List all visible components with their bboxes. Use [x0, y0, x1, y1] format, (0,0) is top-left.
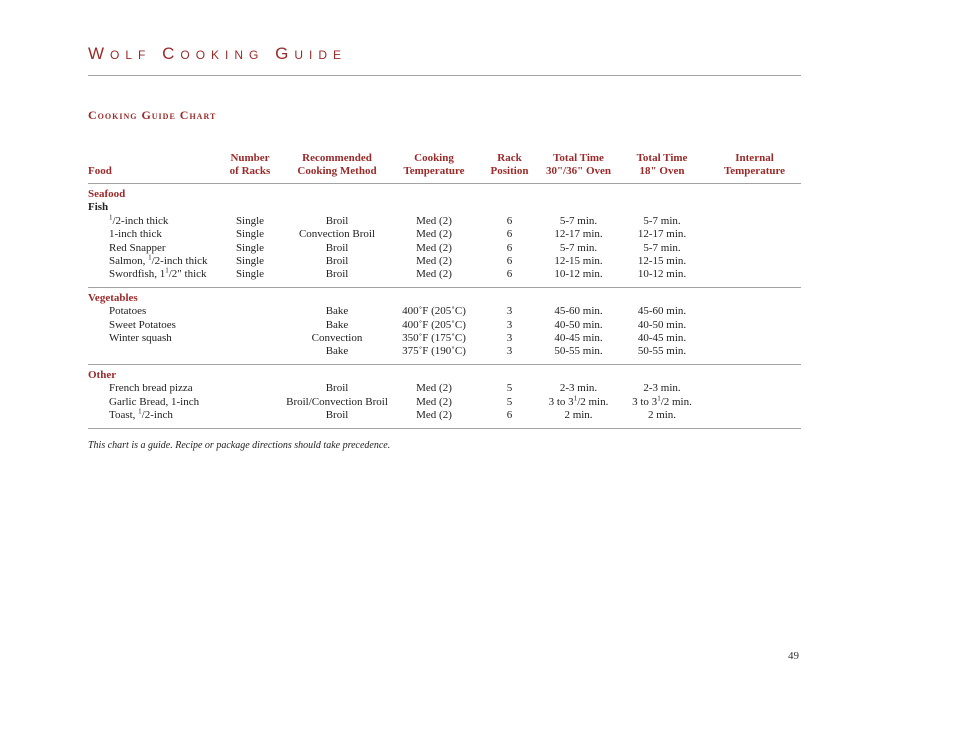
table-row	[88, 305, 801, 318]
internal-cell	[708, 332, 801, 345]
temp-cell: Med (2)	[416, 241, 452, 254]
food-cell: Sweet Potatoes	[109, 318, 176, 331]
time-18-cell: 5-7 min.	[643, 214, 681, 227]
temp-cell: Med (2)	[416, 268, 452, 281]
table-row	[88, 255, 801, 268]
rack-cell: 6	[506, 409, 513, 422]
internal-cell	[708, 319, 801, 332]
internal-cell	[708, 242, 801, 255]
rack-cell: 3	[506, 318, 513, 331]
table-row	[88, 319, 801, 332]
food-cell: Red Snapper	[109, 241, 166, 254]
rack-cell: 3	[506, 345, 513, 358]
temp-cell: 375˚F (190˚C)	[402, 345, 466, 358]
rack-cell: 6	[506, 241, 513, 254]
time-30-cell: 3 to $3^1/2$ min.	[548, 394, 609, 408]
table-row	[88, 242, 801, 255]
method-cell: Bake	[325, 305, 349, 318]
temp-cell: 400˚F (205˚C)	[402, 305, 466, 318]
section-other	[88, 364, 801, 428]
time-18-cell: 45-60 min.	[637, 305, 687, 318]
time-30-cell: 12-17 min.	[554, 228, 603, 241]
food-cell: Toast, $^1$/2-inch	[109, 407, 173, 422]
section-seafood	[88, 184, 801, 288]
temp-cell: Med (2)	[416, 409, 452, 422]
time-30-cell: 5-7 min.	[559, 214, 598, 227]
internal-cell	[708, 345, 801, 364]
page-title: Wolf Cooking Guide	[88, 44, 348, 63]
rack-cell: 6	[506, 228, 513, 241]
time-18-cell: 3 to $3^1/2$ min.	[632, 394, 692, 408]
method-cell: Broil	[325, 382, 349, 395]
time-30-cell: 2 min.	[564, 409, 593, 422]
internal-cell	[708, 409, 801, 428]
table-row	[88, 228, 801, 241]
method-cell: Bake	[325, 318, 349, 331]
title-divider	[88, 75, 801, 76]
method-cell: Convection	[311, 332, 363, 345]
racks-cell	[216, 396, 284, 409]
temp-cell: 400˚F (205˚C)	[402, 318, 466, 331]
time-18-cell: 2-3 min.	[643, 382, 681, 395]
time-30-cell: 50-55 min.	[554, 345, 603, 358]
rack-cell: 6	[506, 268, 513, 281]
table-row	[88, 268, 801, 287]
header-total-time-30-36: Total Time 30"/36" Oven	[545, 152, 612, 177]
internal-cell	[708, 382, 801, 395]
time-30-cell: 5-7 min.	[559, 241, 598, 254]
time-30-cell: 40-50 min.	[554, 318, 603, 331]
method-cell: Broil	[325, 268, 349, 281]
section-title: Vegetables	[88, 291, 138, 304]
method-cell: Broil/Convection Broil	[286, 395, 388, 408]
rack-cell: 5	[506, 395, 513, 408]
internal-cell	[708, 268, 801, 287]
temp-cell: Med (2)	[416, 395, 452, 408]
time-18-cell: 40-50 min.	[637, 318, 687, 331]
racks-cell: Single	[235, 228, 265, 241]
method-cell: Bake	[325, 345, 349, 358]
racks-cell	[216, 305, 284, 318]
racks-cell	[216, 332, 284, 345]
time-18-cell: 12-17 min.	[637, 228, 687, 241]
time-30-cell: 10-12 min.	[554, 268, 603, 281]
food-cell	[88, 345, 216, 364]
rack-cell: 6	[506, 214, 513, 227]
method-cell: Convection Broil	[298, 228, 376, 241]
header-food: Food	[88, 165, 112, 177]
table-row	[88, 409, 801, 428]
time-30-cell: 2-3 min.	[559, 382, 598, 395]
table-row	[88, 345, 801, 364]
header-cooking-temperature: Cooking Temperature	[403, 152, 465, 177]
temp-cell: 350˚F (175˚C)	[402, 332, 466, 345]
rack-cell: 6	[506, 255, 513, 268]
time-18-cell: 10-12 min.	[637, 268, 687, 281]
table-header-row	[88, 152, 801, 184]
rack-cell: 5	[506, 382, 513, 395]
method-cell: Broil	[325, 255, 349, 268]
racks-cell: Single	[235, 241, 265, 254]
racks-cell	[216, 382, 284, 395]
racks-cell: Single	[235, 214, 265, 227]
racks-cell	[216, 409, 284, 428]
header-total-time-18: Total Time 18" Oven	[636, 152, 688, 177]
time-18-cell: 5-7 min.	[643, 241, 681, 254]
section-title: Other	[88, 368, 117, 381]
section-subtitle: Fish	[88, 201, 109, 214]
food-cell: Swordfish, $1^1/2$" thick	[109, 266, 207, 281]
header-rack-position: Rack Position	[490, 152, 529, 177]
time-18-cell: 40-45 min.	[637, 332, 687, 345]
method-cell: Broil	[325, 214, 349, 227]
temp-cell: Med (2)	[416, 255, 452, 268]
food-cell: 1-inch thick	[109, 228, 162, 241]
time-30-cell: 12-15 min.	[554, 255, 603, 268]
temp-cell: Med (2)	[416, 382, 452, 395]
food-cell: French bread pizza	[109, 382, 193, 395]
time-18-cell: 50-55 min.	[637, 345, 687, 358]
table-row	[88, 396, 801, 409]
chart-title: Cooking Guide Chart	[88, 108, 217, 122]
cooking-guide-table	[88, 152, 801, 429]
rack-cell: 3	[506, 305, 513, 318]
header-number-of-racks: Number of Racks	[229, 152, 271, 177]
rack-cell: 3	[506, 332, 513, 345]
internal-cell	[708, 228, 801, 241]
page-number: 49	[788, 650, 799, 662]
racks-cell	[216, 345, 284, 364]
method-cell: Broil	[325, 409, 349, 422]
racks-cell	[216, 319, 284, 332]
food-cell: Garlic Bread, 1-inch	[109, 395, 200, 408]
section-vegetables	[88, 287, 801, 364]
table-row	[88, 382, 801, 395]
internal-cell	[708, 255, 801, 268]
food-cell: $^1$/2-inch thick	[109, 213, 169, 227]
header-cooking-method: Recommended Cooking Method	[297, 152, 377, 177]
food-cell: Salmon, $^1$/2-inch thick	[109, 253, 208, 268]
method-cell: Broil	[325, 241, 349, 254]
internal-cell	[708, 305, 801, 318]
time-30-cell: 40-45 min.	[554, 332, 603, 345]
chart-footnote: This chart is a guide. Recipe or package directions should take precedence.	[88, 440, 391, 451]
internal-cell	[708, 396, 801, 409]
racks-cell: Single	[235, 255, 265, 268]
food-cell: Winter squash	[109, 332, 172, 345]
food-cell: Potatoes	[109, 305, 147, 318]
time-30-cell: 45-60 min.	[554, 305, 603, 318]
section-title: Seafood	[88, 188, 126, 200]
table-row	[88, 215, 801, 228]
temp-cell: Med (2)	[416, 214, 452, 227]
time-18-cell: 12-15 min.	[637, 255, 687, 268]
temp-cell: Med (2)	[416, 228, 452, 241]
internal-cell	[708, 215, 801, 228]
time-18-cell: 2 min.	[647, 409, 677, 422]
header-internal-temperature: Internal Temperature	[723, 152, 786, 177]
table-row	[88, 332, 801, 345]
racks-cell: Single	[235, 268, 265, 281]
